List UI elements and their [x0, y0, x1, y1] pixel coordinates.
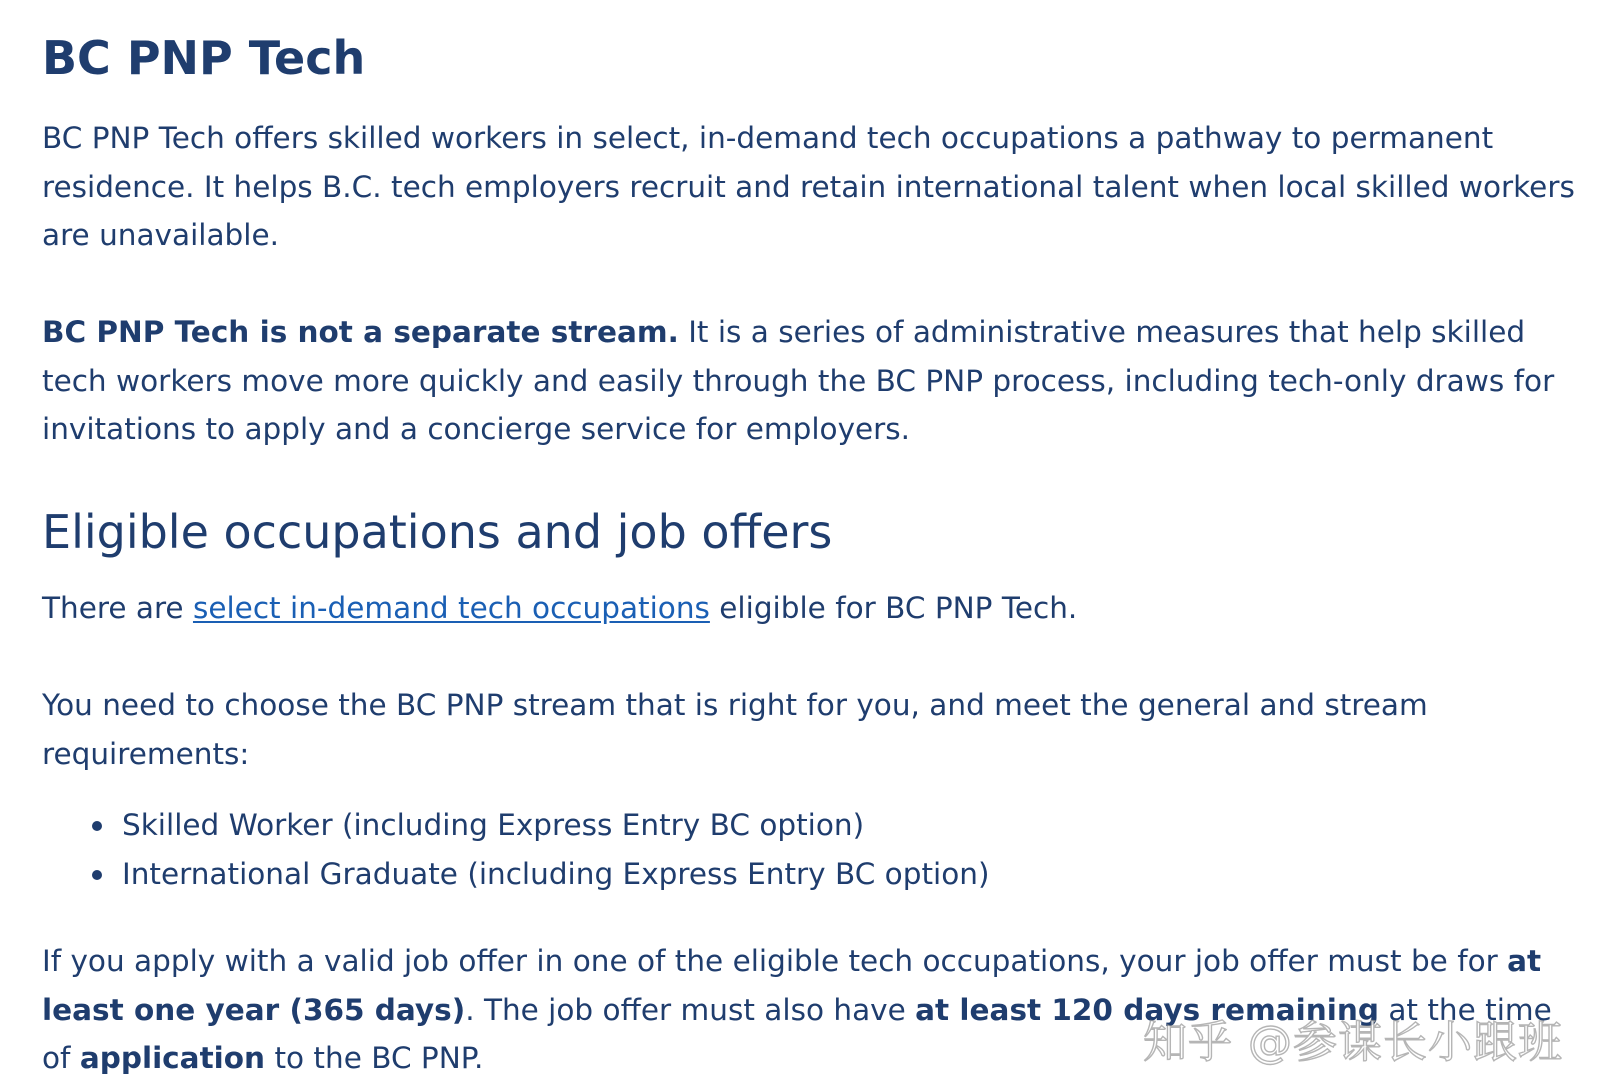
offer-bold-1: at least one year (365 days)	[42, 944, 1542, 1027]
note-paragraph	[42, 308, 1587, 454]
list-item-label: Skilled Worker (including Express Entry BC option)	[122, 808, 865, 842]
page-title: BC PNP Tech	[42, 31, 366, 85]
offer-bold-3: application	[79, 1041, 266, 1075]
list-item	[42, 801, 989, 850]
offer-text-1: If you apply with a valid job offer in one of the eligible tech occupations, your job offer must be for	[42, 944, 1508, 978]
section-heading: Eligible occupations and job offers	[42, 505, 833, 559]
list-item-label: International Graduate (including Express Entry BC option)	[122, 856, 990, 891]
occupations-paragraph	[42, 584, 1587, 633]
intro-paragraph: BC PNP Tech offers skilled workers in select, in-demand tech occupations a pathway to permanent residence. It helps B.C. tech employers recruit and retain international talent when local skilled workers are unavailable.	[42, 121, 1575, 252]
offer-text-3: at the time of	[42, 992, 1552, 1075]
bullet-icon	[92, 870, 102, 880]
offer-bold-2: at least 120 days remaining	[915, 992, 1379, 1027]
occupations-text-before: There are	[42, 591, 193, 625]
offer-text-2: . The job offer must also have	[465, 992, 916, 1027]
bullet-icon	[92, 821, 102, 831]
watermark: 知乎 @参谋长小跟班	[1143, 1017, 1563, 1068]
offer-text-4: to the BC PNP.	[265, 1041, 484, 1075]
note-text: It is a series of administrative measures that help skilled tech workers move more quickly and easily through the BC PNP process, including tech-only draws for invitations to apply and a concierge service for employers.	[42, 315, 1555, 446]
streams-intro-paragraph: You need to choose the BC PNP stream that is right for you, and meet the general and stream requirements:	[42, 688, 1428, 771]
occupations-text-after: eligible for BC PNP Tech.	[709, 591, 1078, 625]
streams-list	[42, 801, 989, 898]
note-bold-text: BC PNP Tech is not a separate stream.	[42, 315, 679, 349]
tech-occupations-link[interactable]: select in-demand tech occupations	[192, 591, 710, 625]
list-item	[42, 850, 989, 899]
